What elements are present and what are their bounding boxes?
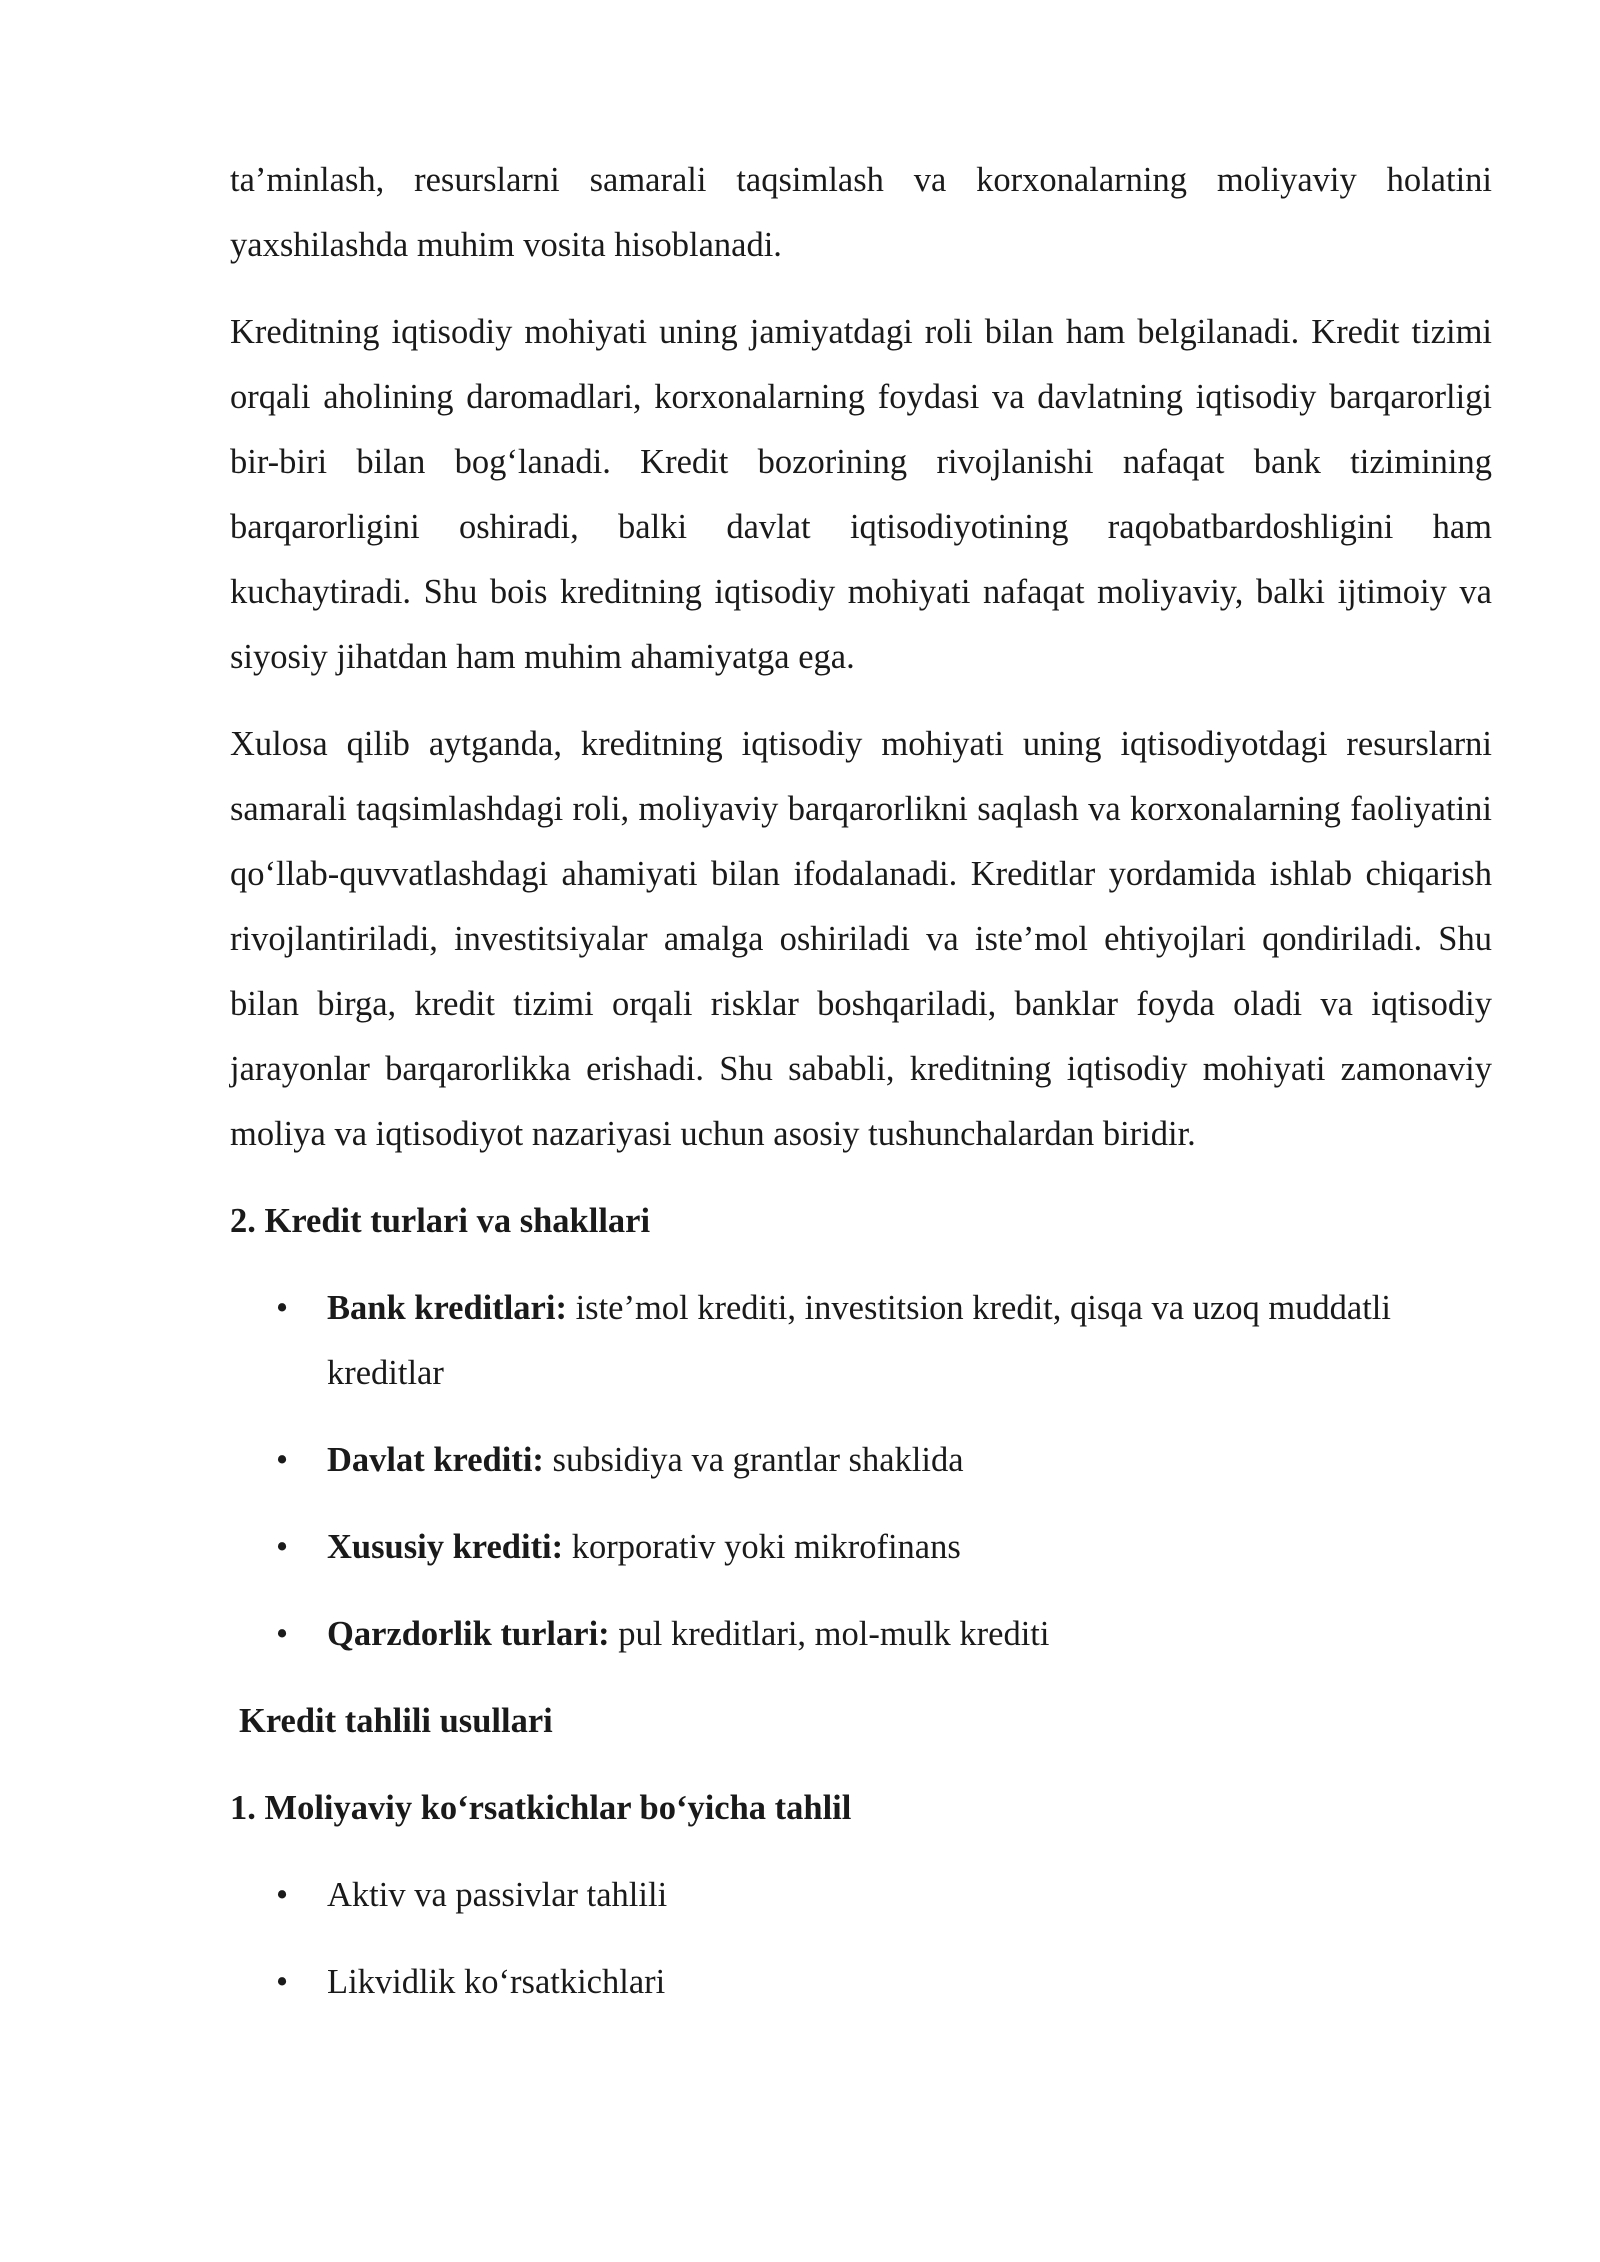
section-heading-analysis-methods: Kredit tahlili usullari <box>239 1702 553 1740</box>
list-item-term: Xususiy krediti: <box>327 1528 564 1566</box>
list-item-bank-credits <box>230 1276 1492 1406</box>
list-item-private-credit <box>230 1515 1492 1580</box>
document-page <box>230 148 1492 2037</box>
list-item-text: Aktiv va passivlar tahlili <box>327 1876 668 1914</box>
subsection-heading-financial-indicators: 1. Moliyaviy ko‘rsatkichlar bo‘yicha tahlil <box>230 1789 852 1827</box>
list-item-liquidity <box>230 1950 1492 2015</box>
list-item-term: Bank kreditlari: <box>327 1289 567 1327</box>
list-item-state-credit <box>230 1428 1492 1493</box>
list-item-text: Likvidlik ko‘rsatkichlari <box>327 1963 666 2001</box>
bullet-icon: • <box>276 1963 289 2001</box>
list-item-assets-liabilities <box>230 1863 1492 1928</box>
bullet-icon: • <box>276 1528 289 1566</box>
list-item-text: subsidiya va grantlar shaklida <box>543 1441 964 1479</box>
paragraph-intro-continuation: ta’minlash, resurslarni samarali taqsimlash va korxonalarning moliyaviy holatini yaxshilashda muhim vosita hisoblanadi. <box>230 161 1492 264</box>
section-heading-credit-types: 2. Kredit turlari va shakllari <box>230 1202 651 1240</box>
list-item-debt-types <box>230 1602 1492 1667</box>
list-item-text: korporativ yoki mikrofinans <box>563 1528 961 1566</box>
list-item-text: pul kreditlari, mol-mulk krediti <box>609 1615 1050 1653</box>
bullet-icon: • <box>276 1289 289 1327</box>
list-item-term: Davlat krediti: <box>327 1441 544 1479</box>
bullet-icon: • <box>276 1441 289 1479</box>
bullet-icon: • <box>276 1615 289 1653</box>
list-item-term: Qarzdorlik turlari: <box>327 1615 610 1653</box>
bullet-icon: • <box>276 1876 289 1914</box>
paragraph-economic-role: Kreditning iqtisodiy mohiyati uning jamiyatdagi roli bilan ham belgilanadi. Kredit tizimi orqali aholining daromadlari, korxonalarning foydasi va davlatning iqtisodiy barqarorligi bir-biri bilan bog‘lanadi. Kredit bozorining rivojlanishi nafaqat bank tizimining barqarorligini oshiradi, balki davlat iqtisodiyotining raqobatbardoshligini ham kuchaytiradi. Shu bois kreditning iqtisodiy mohiyati nafaqat moliyaviy, balki ijtimoiy va siyosiy jihatdan ham muhim ahamiyatga ega. <box>230 313 1492 676</box>
credit-types-list <box>230 1276 1492 1667</box>
financial-indicators-list <box>230 1863 1492 2015</box>
list-item-text: iste’mol krediti, investitsion kredit, qisqa va uzoq muddatli kreditlar <box>327 1289 1391 1392</box>
paragraph-conclusion: Xulosa qilib aytganda, kreditning iqtisodiy mohiyati uning iqtisodiyotdagi resurslarni samarali taqsimlashdagi roli, moliyaviy barqarorlikni saqlash va korxonalarning faoliyatini qo‘llab-quvvatlashdagi ahamiyati bilan ifodalanadi. Kreditlar yordamida ishlab chiqarish rivojlantiriladi, investitsiyalar amalga oshiriladi va iste’mol ehtiyojlari qondiriladi. Shu bilan birga, kredit tizimi orqali risklar boshqariladi, banklar foyda oladi va iqtisodiy jarayonlar barqarorlikka erishadi. Shu sababli, kreditning iqtisodiy mohiyati zamonaviy moliya va iqtisodiyot nazariyasi uchun asosiy tushunchalardan biridir. <box>230 725 1492 1153</box>
